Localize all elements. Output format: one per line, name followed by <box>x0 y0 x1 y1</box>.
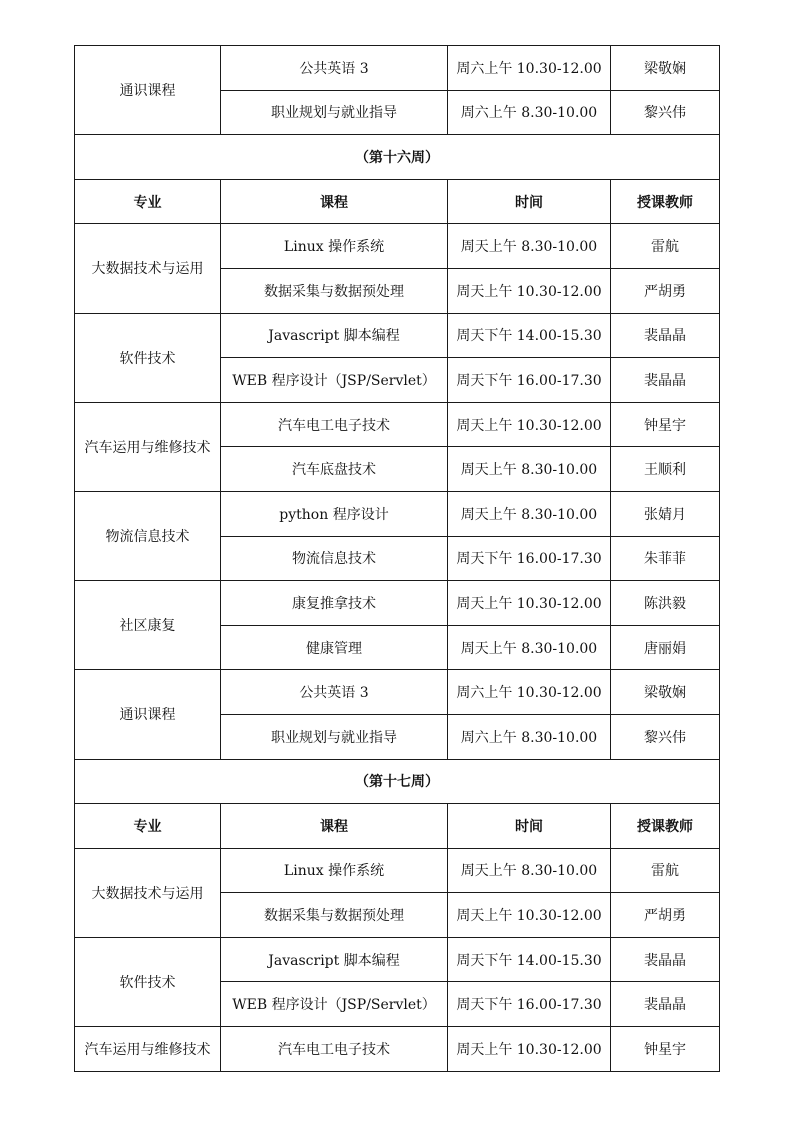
course-cell: 公共英语 3 <box>221 670 448 715</box>
major-cell: 软件技术 <box>75 937 221 1026</box>
header-teacher: 授课教师 <box>611 804 720 849</box>
header-major: 专业 <box>75 179 221 224</box>
course-cell: 职业规划与就业指导 <box>221 714 448 759</box>
week-title-row <box>75 135 720 180</box>
time-cell: 周天上午 8.30-10.00 <box>448 224 611 269</box>
course-cell: WEB 程序设计（JSP/Servlet） <box>221 358 448 403</box>
course-cell: Javascript 脚本编程 <box>221 313 448 358</box>
teacher-cell: 钟星宇 <box>611 402 720 447</box>
course-cell: 健康管理 <box>221 625 448 670</box>
teacher-cell: 张婧月 <box>611 491 720 536</box>
teacher-cell: 梁敬娴 <box>611 670 720 715</box>
major-cell: 物流信息技术 <box>75 491 221 580</box>
time-cell: 周天下午 14.00-15.30 <box>448 313 611 358</box>
teacher-cell: 裴晶晶 <box>611 358 720 403</box>
table-row <box>75 313 720 358</box>
header-row <box>75 804 720 849</box>
week16-title: （第十六周） <box>75 135 720 180</box>
header-teacher: 授课教师 <box>611 179 720 224</box>
teacher-cell: 严胡勇 <box>611 893 720 938</box>
teacher-cell: 梁敬娴 <box>611 46 720 91</box>
table-row <box>75 670 720 715</box>
table-row <box>75 937 720 982</box>
teacher-cell: 陈洪毅 <box>611 581 720 626</box>
time-cell: 周天上午 8.30-10.00 <box>448 625 611 670</box>
major-cell: 大数据技术与运用 <box>75 848 221 937</box>
teacher-cell: 裴晶晶 <box>611 313 720 358</box>
time-cell: 周天下午 16.00-17.30 <box>448 358 611 403</box>
major-cell: 通识课程 <box>75 46 221 135</box>
week17-title: （第十七周） <box>75 759 720 804</box>
time-cell: 周六上午 8.30-10.00 <box>448 714 611 759</box>
time-cell: 周天上午 10.30-12.00 <box>448 893 611 938</box>
course-cell: Linux 操作系统 <box>221 224 448 269</box>
teacher-cell: 严胡勇 <box>611 268 720 313</box>
time-cell: 周天上午 8.30-10.00 <box>448 447 611 492</box>
course-cell: 公共英语 3 <box>221 46 448 91</box>
course-cell: 数据采集与数据预处理 <box>221 268 448 313</box>
time-cell: 周天下午 16.00-17.30 <box>448 536 611 581</box>
time-cell: 周天下午 14.00-15.30 <box>448 937 611 982</box>
course-cell: 职业规划与就业指导 <box>221 90 448 135</box>
course-cell: 数据采集与数据预处理 <box>221 893 448 938</box>
major-cell: 汽车运用与维修技术 <box>75 402 221 491</box>
header-course: 课程 <box>221 804 448 849</box>
teacher-cell: 雷航 <box>611 224 720 269</box>
major-cell: 大数据技术与运用 <box>75 224 221 313</box>
table-row <box>75 402 720 447</box>
course-cell: 汽车电工电子技术 <box>221 402 448 447</box>
schedule-table <box>74 45 720 1072</box>
teacher-cell: 王顺利 <box>611 447 720 492</box>
course-cell: 物流信息技术 <box>221 536 448 581</box>
teacher-cell: 钟星宇 <box>611 1027 720 1072</box>
time-cell: 周六上午 10.30-12.00 <box>448 670 611 715</box>
teacher-cell: 唐丽娟 <box>611 625 720 670</box>
major-cell: 通识课程 <box>75 670 221 759</box>
time-cell: 周天上午 10.30-12.00 <box>448 268 611 313</box>
teacher-cell: 黎兴伟 <box>611 714 720 759</box>
week-title-row <box>75 759 720 804</box>
time-cell: 周天上午 8.30-10.00 <box>448 848 611 893</box>
table-row <box>75 224 720 269</box>
table-row <box>75 1027 720 1072</box>
time-cell: 周天上午 10.30-12.00 <box>448 581 611 626</box>
schedule-page <box>74 45 720 1072</box>
course-cell: Linux 操作系统 <box>221 848 448 893</box>
header-time: 时间 <box>448 179 611 224</box>
table-row <box>75 848 720 893</box>
time-cell: 周天上午 10.30-12.00 <box>448 402 611 447</box>
time-cell: 周天上午 8.30-10.00 <box>448 491 611 536</box>
course-cell: 康复推拿技术 <box>221 581 448 626</box>
major-cell: 汽车运用与维修技术 <box>75 1027 221 1072</box>
header-time: 时间 <box>448 804 611 849</box>
header-row <box>75 179 720 224</box>
course-cell: WEB 程序设计（JSP/Servlet） <box>221 982 448 1027</box>
time-cell: 周天上午 10.30-12.00 <box>448 1027 611 1072</box>
major-cell: 软件技术 <box>75 313 221 402</box>
teacher-cell: 裴晶晶 <box>611 937 720 982</box>
course-cell: 汽车底盘技术 <box>221 447 448 492</box>
major-cell: 社区康复 <box>75 581 221 670</box>
course-cell: Javascript 脚本编程 <box>221 937 448 982</box>
time-cell: 周天下午 16.00-17.30 <box>448 982 611 1027</box>
teacher-cell: 黎兴伟 <box>611 90 720 135</box>
table-row <box>75 491 720 536</box>
teacher-cell: 雷航 <box>611 848 720 893</box>
table-row <box>75 46 720 91</box>
time-cell: 周六上午 10.30-12.00 <box>448 46 611 91</box>
table-row <box>75 581 720 626</box>
course-cell: python 程序设计 <box>221 491 448 536</box>
course-cell: 汽车电工电子技术 <box>221 1027 448 1072</box>
header-course: 课程 <box>221 179 448 224</box>
teacher-cell: 朱菲菲 <box>611 536 720 581</box>
header-major: 专业 <box>75 804 221 849</box>
teacher-cell: 裴晶晶 <box>611 982 720 1027</box>
time-cell: 周六上午 8.30-10.00 <box>448 90 611 135</box>
